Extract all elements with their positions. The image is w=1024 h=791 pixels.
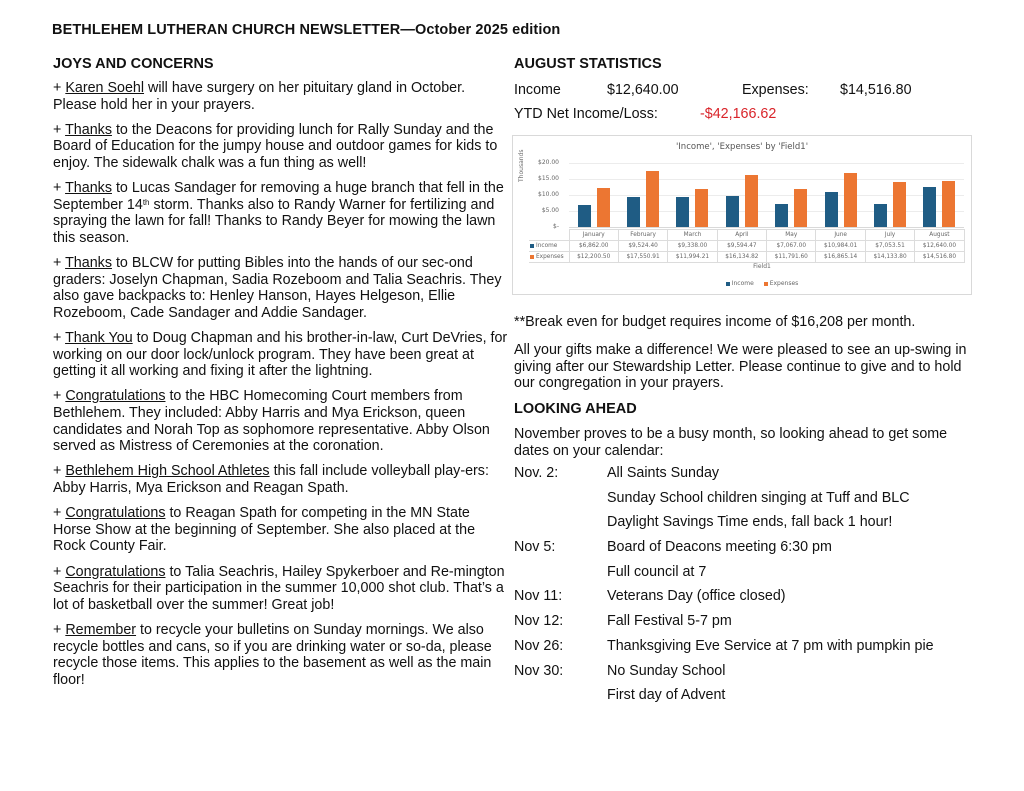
looking-ahead-intro: November proves to be a busy month, so looking ahead to get some dates on your calendar: xyxy=(514,426,948,459)
schedule-event: First day of Advent xyxy=(607,687,726,704)
expenses-bar xyxy=(646,171,659,227)
table-column-header: May xyxy=(767,230,816,241)
joys-item: + Bethlehem High School Athletes this fall include volleyball play-ers: Abby Harris, Mya Erickson and Reagan Spath. xyxy=(53,463,489,497)
income-bar xyxy=(726,196,739,227)
schedule-row xyxy=(514,539,984,564)
joys-item: + Congratulations to the HBC Homecoming Court members from Bethlehem. They included: Abby Harris and Mya Erickson, queen candidates and Norah Top as sophomore representative. Abby Olson served as Mistress of Ceremonies at the coronation. xyxy=(53,388,490,455)
income-value: $12,640.00 xyxy=(607,82,679,98)
joys-item-lead: Karen Soehl xyxy=(65,80,145,96)
joys-item: + Thanks to the Deacons for providing lunch for Rally Sunday and the Board of Education for the jumpy house and outdoor games for kids to enjoy. The sidewalk chalk was a fun thing as well! xyxy=(53,121,498,171)
y-tick: $10.00 xyxy=(538,191,559,198)
table-cell: $11,994.21 xyxy=(668,252,717,263)
table-cell: $12,640.00 xyxy=(915,241,964,252)
schedule-event: Full council at 7 xyxy=(607,563,707,580)
joys-item-lead: Congratulations xyxy=(65,388,166,405)
bar-plot-area xyxy=(569,163,964,227)
table-column-header: August xyxy=(915,230,964,241)
expenses-bar xyxy=(695,189,708,227)
joys-item-lead: Bethlehem High School Athletes xyxy=(65,463,270,480)
income-bar xyxy=(874,204,887,227)
joys-item-lead: Thanks xyxy=(65,255,112,272)
table-column-header: February xyxy=(618,230,667,241)
income-label: Income xyxy=(514,82,561,98)
table-column-header: March xyxy=(668,230,717,241)
gifts-note: All your gifts make a difference! We were pleased to see an up-swing in giving after our Stewardship Letter. Please continue to give and to hold our congregation in your prayers. xyxy=(514,342,967,392)
table-cell: $11,791.60 xyxy=(767,252,816,263)
schedule-row xyxy=(514,490,984,515)
schedule-event: Veterans Day (office closed) xyxy=(607,588,786,605)
schedule-row xyxy=(514,663,984,688)
expenses-bar xyxy=(745,175,758,227)
ytd-value: -$42,166.62 xyxy=(700,106,777,122)
income-swatch-icon xyxy=(530,244,534,248)
schedule-row xyxy=(514,638,984,663)
joys-item-lead: Thanks xyxy=(65,180,112,197)
schedule-row xyxy=(514,687,984,712)
newsletter-title: BETHLEHEM LUTHERAN CHURCH NEWSLETTER—October 2025 edition xyxy=(52,22,561,38)
table-column-header: July xyxy=(865,230,914,241)
august-statistics-section xyxy=(514,56,984,130)
joys-heading: JOYS AND CONCERNS xyxy=(53,56,214,72)
y-tick: $- xyxy=(553,223,559,230)
joys-item-lead: Remember xyxy=(65,621,137,638)
schedule-event: No Sunday School xyxy=(607,662,726,679)
november-schedule xyxy=(514,465,984,712)
expenses-bar xyxy=(597,188,610,227)
expenses-label: Expenses: xyxy=(742,82,809,98)
schedule-event: All Saints Sunday xyxy=(607,465,720,481)
y-tick: $5.00 xyxy=(541,207,559,214)
table-cell: $14,133.80 xyxy=(865,252,914,263)
y-tick: $15.00 xyxy=(538,175,559,182)
expenses-bar xyxy=(844,173,857,227)
income-bar xyxy=(676,197,689,227)
schedule-event: Sunday School children singing at Tuff and BLC xyxy=(607,489,910,506)
joys-item: + Remember to recycle your bulletins on Sunday mornings. We also recycle bottles and cans, so if you are drinking water or so-da, please recycle those items. This applies to the basement as well as the main floor! xyxy=(53,621,492,688)
table-column-header: January xyxy=(569,230,618,241)
schedule-date: Nov 30: xyxy=(514,662,564,679)
joys-item: + Karen Soehl will have surgery on her pituitary gland in October. Please hold her in your prayers. xyxy=(53,80,466,113)
table-cell: $6,862.00 xyxy=(569,241,618,252)
joys-item-lead: Congratulations xyxy=(65,563,166,580)
table-cell: $14,516.80 xyxy=(915,252,964,263)
table-cell: $7,053.51 xyxy=(865,241,914,252)
table-column-header: June xyxy=(816,230,865,241)
joys-item: + Thank You to Doug Chapman and his brother-in-law, Curt DeVries, for working on our door lock/unlock program. They have been great at getting it all working and fixing it after the lightning. xyxy=(53,330,508,380)
y-axis-title: Thousands xyxy=(518,149,525,182)
ytd-row xyxy=(514,106,984,130)
table-cell: $12,200.50 xyxy=(569,252,618,263)
schedule-date: Nov 26: xyxy=(514,637,564,654)
schedule-event: Board of Deacons meeting 6:30 pm xyxy=(607,539,832,556)
legend-item-income: Income xyxy=(726,280,754,287)
chart-data-table: January February March April May June July August Income $6,862.00 $9,524.40 $9,338.00 $9,594.47 $7,067.00 $10,984.01 $7,053.51 $12,640.00 Expenses $12,200.50 $17,550.91 $11,994.21 $16,134.82 $11,791.60 $16,865.14 $14,133.80 $14,516.80 xyxy=(529,229,965,263)
table-cell: $17,550.91 xyxy=(618,252,667,263)
chart-title: 'Income', 'Expenses' by 'Field1' xyxy=(675,142,809,152)
joys-item: + Congratulations to Talia Seachris, Hailey Spykerboer and Re-mington Seachris for their participation in the summer 10,000 shot club. That’s a lot of basketball over the summer! Great job! xyxy=(53,563,505,613)
joys-item-lead: Congratulations xyxy=(65,505,166,522)
table-column-header: April xyxy=(717,230,766,241)
schedule-row xyxy=(514,564,984,589)
income-bar xyxy=(923,187,936,227)
income-expenses-row xyxy=(514,82,984,106)
baseline xyxy=(569,227,964,228)
income-bar xyxy=(627,197,640,227)
schedule-date: Nov 12: xyxy=(514,613,564,630)
schedule-date: Nov. 2: xyxy=(514,465,559,481)
table-cell: $9,338.00 xyxy=(668,241,717,252)
joys-item: + Thanks to Lucas Sandager for removing a huge branch that fell in the September 14th storm. Thanks also to Randy Warner for fertilizing and spraying the lawn for fall! Thanks to Randy Beyer for mowing the lawn this season. xyxy=(53,180,504,246)
joys-item: + Congratulations to Reagan Spath for competing in the MN State Horse Show at the beginning of September. She also placed at the Rock County Fair. xyxy=(53,505,476,555)
table-cell: $7,067.00 xyxy=(767,241,816,252)
y-tick: $20.00 xyxy=(538,159,559,166)
table-cell: $9,524.40 xyxy=(618,241,667,252)
income-bar xyxy=(578,205,591,227)
income-bar xyxy=(825,192,838,227)
expenses-value: $14,516.80 xyxy=(840,82,912,98)
table-cell: $9,594.47 xyxy=(717,241,766,252)
ytd-label: YTD Net Income/Loss: xyxy=(514,106,658,122)
income-expenses-chart xyxy=(512,135,972,295)
break-even-note: **Break even for budget requires income of $16,208 per month. xyxy=(514,314,916,330)
income-legend-swatch-icon xyxy=(726,282,730,286)
schedule-event: Thanksgiving Eve Service at 7 pm with pumpkin pie xyxy=(607,637,934,654)
income-bar xyxy=(775,204,788,227)
x-axis-title: Field1 xyxy=(753,263,771,270)
expenses-legend-swatch-icon xyxy=(764,282,768,286)
legend-item-expenses: Expenses xyxy=(764,280,799,287)
schedule-row xyxy=(514,588,984,613)
schedule-row xyxy=(514,613,984,638)
table-cell: $10,984.01 xyxy=(816,241,865,252)
expenses-bar xyxy=(942,181,955,227)
joys-item-lead: Thanks xyxy=(65,121,112,138)
table-cell: $16,134.82 xyxy=(717,252,766,263)
schedule-row xyxy=(514,465,984,490)
table-cell: $16,865.14 xyxy=(816,252,865,263)
expenses-swatch-icon xyxy=(530,255,534,259)
expenses-bar xyxy=(794,189,807,227)
stats-heading: AUGUST STATISTICS xyxy=(514,56,662,72)
joys-item: + Thanks to BLCW for putting Bibles into the hands of our sec-ond graders: Joselyn Chapman, Sadia Rozeboom and Talia Seachris. They also gave backpacks to: Henley Hanson, Hayes Helgeson, Ellie Rozeboom, Cade Sandager and Addie Sandager. xyxy=(53,255,502,321)
schedule-date: Nov 5: xyxy=(514,539,556,556)
schedule-event: Fall Festival 5-7 pm xyxy=(607,613,732,630)
schedule-row xyxy=(514,514,984,539)
looking-ahead-heading: LOOKING AHEAD xyxy=(514,401,637,417)
joys-item-lead: Thank You xyxy=(65,330,133,347)
schedule-event: Daylight Savings Time ends, fall back 1 hour! xyxy=(607,514,893,531)
chart-legend xyxy=(513,280,971,287)
joys-and-concerns-section xyxy=(53,56,508,697)
expenses-bar xyxy=(893,182,906,227)
schedule-date: Nov 11: xyxy=(514,588,563,605)
